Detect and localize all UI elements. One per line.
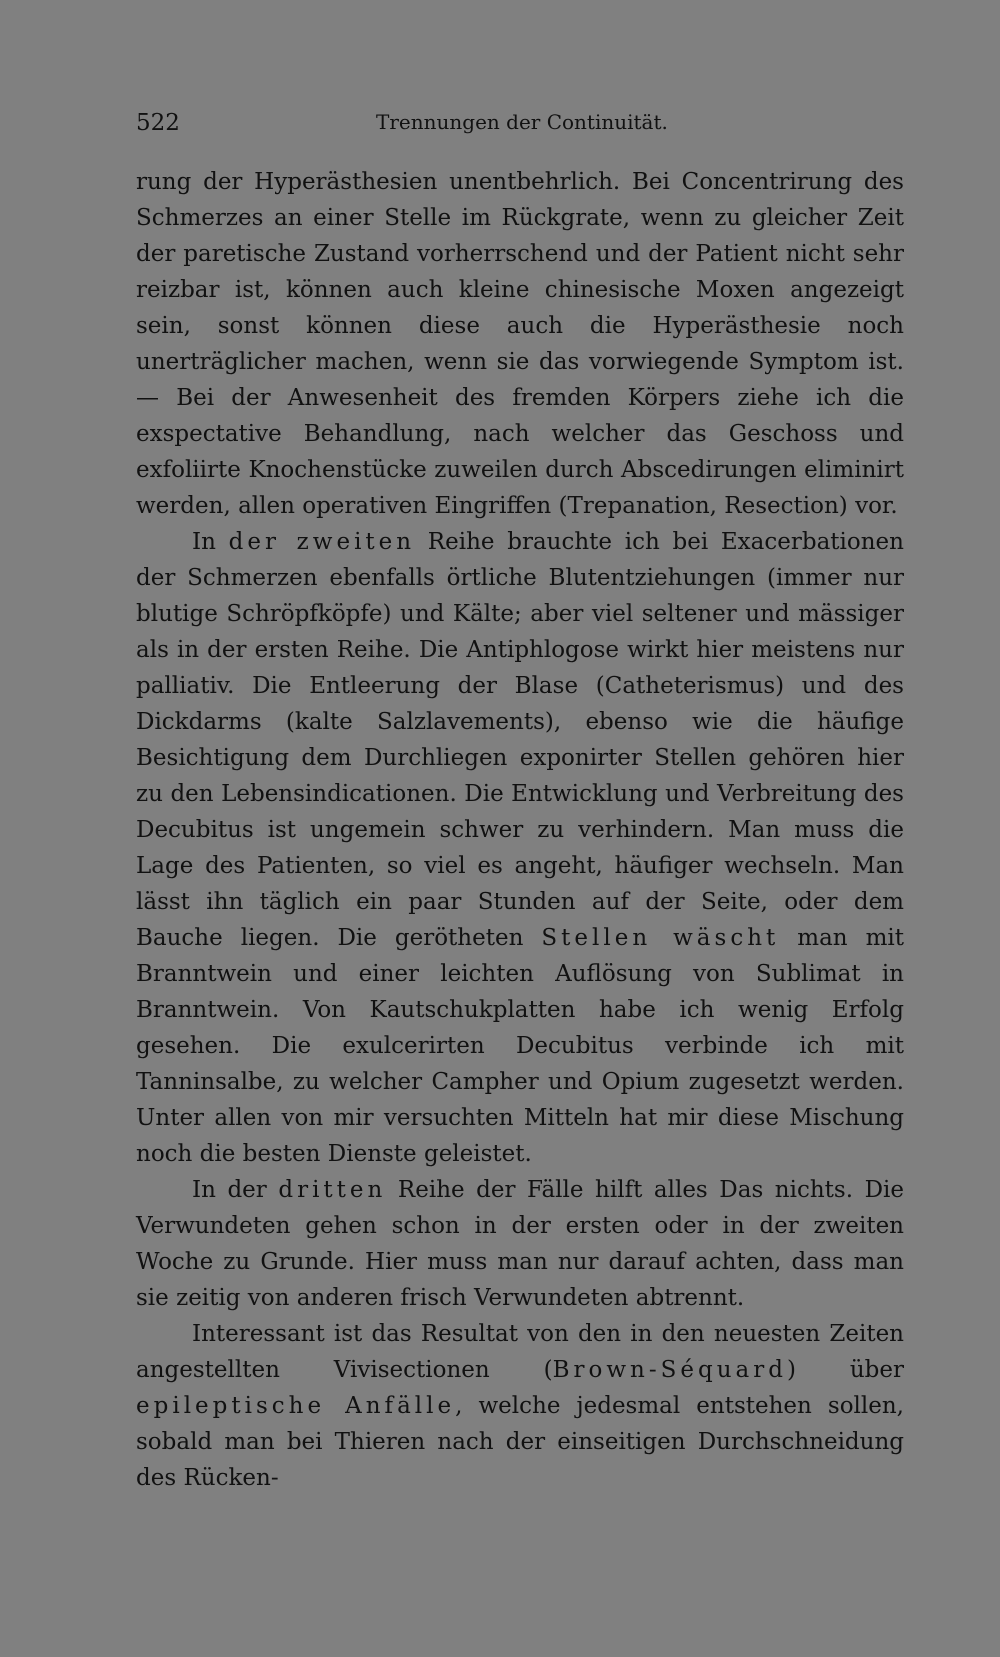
paragraph-text: In: [192, 529, 229, 555]
emphasis-text: dritten: [278, 1177, 387, 1203]
paragraph-third-series: [136, 1172, 904, 1316]
paragraph-text: rung der Hyperästhesien unentbehrlich. Bei Concentrirung des Schmerzes an einer Stelle im Rückgrate, wenn zu gleicher Zeit der paretische Zustand vorherrschend und der Patient nicht sehr reizbar ist, können auch kleine chinesische Moxen angezeigt sein, sonst können diese auch die Hyperästhesie noch unerträglicher machen, wenn sie das vorwiegende Symptom ist. — Bei der Anwesenheit des fremden Körpers ziehe ich die exspectative Behandlung, nach welcher das Geschoss und exfoliirte Knochenstücke zuweilen durch Abscedirungen eliminirt werden, allen operativen Eingriffen (Trepanation, Resection) vor.: [136, 169, 904, 519]
paragraph-text: man mit Branntwein und einer leichten Auflösung von Sublimat in Branntwein. Von Kautschukplatten habe ich wenig Erfolg gesehen. Die exulcerirten Decubitus verbinde ich mit Tanninsalbe, zu welcher Campher und Opium zugesetzt werden. Unter allen von mir versuchten Mitteln hat mir diese Mischung noch die besten Dienste geleistet.: [136, 925, 904, 1167]
paragraph-text: , welche jedesmal entstehen sollen, sobald man bei Thieren nach der einseitigen Durchschneidung des Rücken-: [136, 1393, 904, 1491]
emphasis-text: Stellen wäscht: [541, 925, 780, 951]
paragraph-text: Interessant ist das Resultat von den in den neuesten Zeiten angestellten Vivisectionen (: [136, 1321, 904, 1383]
page-number: 522: [136, 110, 180, 136]
running-title: Trennungen der Continuität.: [376, 110, 668, 134]
emphasis-text: epileptische Anfälle: [136, 1393, 456, 1419]
paragraph-text: Reihe der Fälle hilft alles Das nichts. Die Verwundeten gehen schon in der ersten oder in der zweiten Woche zu Grunde. Hier muss man nur darauf achten, dass man sie zeitig von anderen frisch Verwundeten abtrennt.: [136, 1177, 904, 1311]
body-text: [136, 164, 904, 1496]
paragraph-continuation: [136, 164, 904, 524]
author-name: Brown-Séquard: [552, 1357, 787, 1383]
paragraph-text: ) über: [786, 1357, 904, 1383]
paragraph-text: Reihe brauchte ich bei Exacerbationen der Schmerzen ebenfalls örtliche Blutentziehungen (immer nur blutige Schröpfköpfe) und Kälte; aber viel seltener und mässiger als in der ersten Reihe. Die Antiphlogose wirkt hier meistens nur palliativ. Die Entleerung der Blase (Catheterismus) und des Dickdarms (kalte Salzlavements), ebenso wie die häufige Besichtigung dem Durchliegen exponirter Stellen gehören hier zu den Lebensindicationen. Die Entwicklung und Verbreitung des Decubitus ist ungemein schwer zu verhindern. Man muss die Lage des Patienten, so viel es angeht, häufiger wechseln. Man lässt ihn täglich ein paar Stunden auf der Seite, oder dem Bauche liegen. Die gerötheten: [136, 529, 904, 951]
paragraph-text: In der: [192, 1177, 279, 1203]
book-page: [136, 0, 904, 1657]
paragraph-second-series: [136, 524, 904, 1172]
page-header: [136, 110, 904, 144]
emphasis-text: der zweiten: [228, 529, 416, 555]
paragraph-vivisections: [136, 1316, 904, 1496]
